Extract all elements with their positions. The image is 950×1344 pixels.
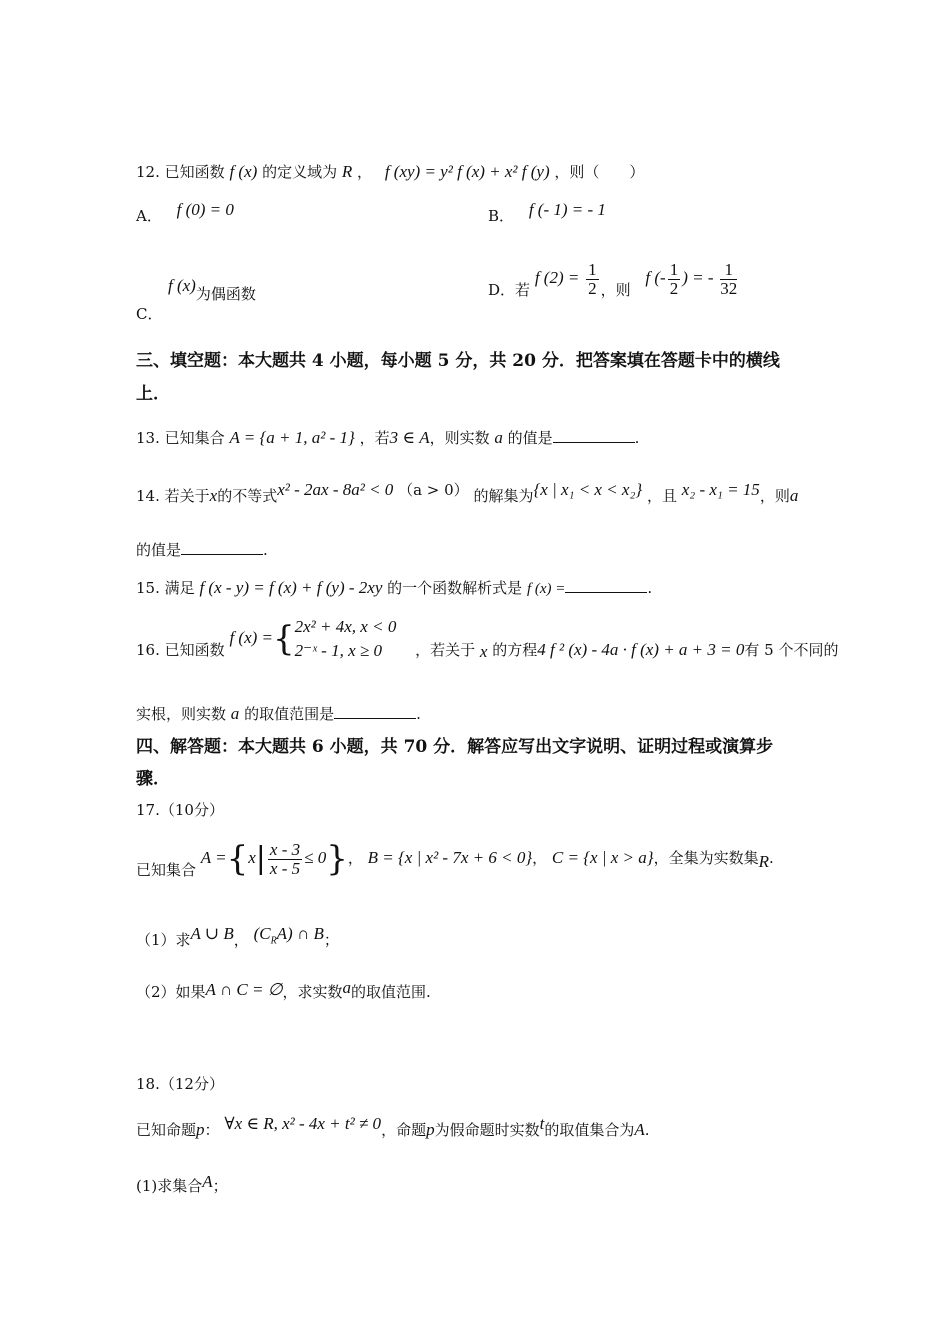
q17-setB: B = {x | x² - 7x + 6 < 0} <box>367 848 533 867</box>
q12-option-d-frac3-den: 32 <box>720 278 738 298</box>
q12-equation: f (xy) = y² f (x) + x² f (y) <box>384 162 550 181</box>
q18-part1-label: (1)求集合 <box>136 1177 203 1195</box>
q17-part1-union: A ∪ B <box>190 924 234 943</box>
q14-line2 <box>136 538 268 560</box>
q17-part2-text: ，求实数 <box>282 983 343 1001</box>
q17-part1-complement: $(C_RA)$ ∩ B <box>253 924 324 947</box>
q14-line2-text: 的值是 <box>136 541 182 559</box>
section3-heading-line2: 上． <box>136 384 170 404</box>
q14-x: x <box>209 486 218 505</box>
q17-part1-sub: R <box>270 935 277 947</box>
q12-option-a-math: f (0) = 0 <box>176 200 234 219</box>
q13-stem-b: ，若 <box>359 429 390 447</box>
q18-stem-a: 已知命题 <box>136 1121 197 1139</box>
q18-part1-A: A <box>202 1172 213 1191</box>
q13-answer-blank[interactable] <box>553 426 635 443</box>
q12-fx: f (x) <box>229 162 258 181</box>
q18-p: p <box>196 1120 205 1139</box>
q17-R: R <box>758 852 769 871</box>
q14-stem-a: 若关于 <box>164 487 210 505</box>
q16-end: . <box>416 705 421 723</box>
q14-condition: x₂ - x₁ = 15 <box>681 480 760 499</box>
q16-stem-a: 已知函数 <box>164 641 225 659</box>
q17-setA-lbrace: { <box>226 839 249 879</box>
q16-stem-d: 有 5 个不同的 <box>744 641 839 659</box>
q14-stem <box>136 480 799 506</box>
q15-end: . <box>647 579 653 597</box>
q18-stem <box>136 1114 650 1139</box>
q17-comma1: ， <box>347 849 363 867</box>
q17-setA-pre: A = <box>200 848 227 867</box>
q12-option-c-label: C． <box>136 305 163 323</box>
q16-number: 16. <box>136 641 160 659</box>
q14-stem-d: ，且 <box>646 487 677 505</box>
q17-part1-comma: ， <box>233 931 249 949</box>
q17-stem-a: 已知集合 <box>136 861 197 879</box>
q18-stem-c: 为假命题时实数 <box>434 1121 540 1139</box>
q17-setA-num: x - 3 <box>269 839 301 859</box>
q18-end: . <box>644 1121 650 1139</box>
q18-A: A <box>634 1120 645 1139</box>
q12-comma: ， <box>357 163 373 181</box>
q12-option-d-frac2 <box>668 261 681 298</box>
q15-equation: f (x - y) = f (x) + f (y) - 2xy <box>199 578 383 597</box>
q16-answer-blank[interactable] <box>334 702 416 719</box>
q13-set: A = {a + 1, a² - 1} <box>229 428 355 447</box>
q12-option-d-frac2-num: 1 <box>669 259 679 279</box>
q17-header: 17.（10分） <box>136 801 224 819</box>
q14-stem-b: 的不等式 <box>217 487 278 505</box>
q12-option-d-frac3 <box>720 261 737 298</box>
q12-option-b <box>488 200 606 226</box>
q14-stem-c: 的解集为 <box>473 487 534 505</box>
q12-number: 12. <box>136 163 160 181</box>
q16-x: x <box>479 642 488 661</box>
q18-colon: ： <box>204 1121 220 1139</box>
q12-option-c-content <box>168 276 256 303</box>
q16-case2: 2⁻ˣ - 1, x ≥ 0 <box>294 641 382 660</box>
q12-option-d-frac1-den: 2 <box>588 278 597 298</box>
q17-comma2: ， <box>532 849 548 867</box>
q12-R: R <box>341 162 353 181</box>
q17-setA-rbrace: } <box>326 839 348 879</box>
q12-option-d-frac2-den: 2 <box>669 278 679 298</box>
q12-option-d-math1: f (2) = <box>534 268 580 287</box>
q16-stem-c: 的方程 <box>492 641 538 659</box>
q17-part1-label: （1）求 <box>136 931 191 949</box>
q17-setA-le: ≤ 0 <box>304 848 327 867</box>
q12-option-c-text: 为偶函数 <box>195 285 256 303</box>
q15-stem-b: 的一个函数解析式是 <box>387 579 523 597</box>
q15-answer-blank[interactable] <box>565 576 647 593</box>
q17-setA-frac <box>268 841 302 878</box>
q18-t: t <box>539 1114 545 1133</box>
q12-stem-b: 的定义域为 <box>262 163 338 181</box>
q17-setC: C = {x | x > a} <box>551 848 654 867</box>
q12-stem-c: ，则（ ） <box>554 163 645 181</box>
q17-setA-den: x - 5 <box>269 858 301 878</box>
q16-a: a <box>230 704 240 723</box>
q13-stem <box>136 426 639 448</box>
q12-option-d-label: D．若 <box>488 281 531 299</box>
q14-inequality: x² - 2ax - 8a² < 0 <box>277 480 394 499</box>
q12-option-d-frac3-num: 1 <box>720 261 737 280</box>
q12-stem <box>136 162 644 182</box>
q16-stem-b: ，若关于 <box>415 641 476 659</box>
q14-number: 14. <box>136 487 160 505</box>
q17-part2-label: （2）如果 <box>136 983 206 1001</box>
q12-stem-a: 已知函数 <box>164 163 225 181</box>
q13-stem-c: ，则实数 <box>429 429 490 447</box>
section4-heading-line2: 骤． <box>136 769 170 789</box>
q13-number: 13. <box>136 429 160 447</box>
q16-case1: 2x² + 4x, x < 0 <box>294 617 397 636</box>
q12-option-c-math: f (x) <box>168 276 196 295</box>
q16-line2b-text: 的取值范围是 <box>244 705 335 723</box>
q14-a: a <box>789 486 799 505</box>
q18-part1-end: ； <box>212 1177 228 1195</box>
q17-stem-b: ，全集为实数集 <box>653 849 759 867</box>
q17-end: . <box>768 849 774 867</box>
section3-heading-line1: 三、填空题：本大题共 4 小题，每小题 5 分，共 20 分．把答案填在答题卡中的横线 <box>136 351 780 371</box>
q18-part1 <box>136 1172 228 1195</box>
q12-option-b-label: B． <box>488 207 515 225</box>
q16-fx: f (x) = <box>229 628 273 647</box>
q18-p2: p <box>426 1120 435 1139</box>
q17-part1 <box>136 924 339 951</box>
q18-header: 18.（12分） <box>136 1075 224 1093</box>
q12-option-d <box>488 256 739 300</box>
q12-option-d-frac1-num: 1 <box>588 259 597 279</box>
section4-heading-line1: 四、解答题：本大题共 6 小题，共 70 分．解答应写出文字说明、证明过程或演算步 <box>136 737 774 757</box>
q17-part1-end: ； <box>323 931 339 949</box>
q12-option-d-then: ，则 <box>600 281 631 299</box>
q16-equation: 4 f ² (x) - 4a · f (x) + a + 3 = 0 <box>537 640 745 659</box>
q18-proposition: ∀x ∈ R, x² - 4x + t² ≠ 0 <box>224 1114 382 1133</box>
q13-cond: 3 ∈ A <box>389 428 430 447</box>
q17-part2-a: a <box>342 978 352 997</box>
q16-cases <box>295 615 397 663</box>
q14-stem-e: ，则 <box>759 487 790 505</box>
q17-setA-bar: | <box>255 841 266 876</box>
q14-end: . <box>263 541 268 559</box>
q16-brace: { <box>273 619 295 659</box>
q18-stem-d: 的取值集合为 <box>544 1121 635 1139</box>
q12-option-a-label: A． <box>136 207 162 225</box>
q14-paren: （a > 0） <box>398 481 469 499</box>
q13-stem-a: 已知集合 <box>164 429 225 447</box>
q12-option-a <box>136 200 234 226</box>
q17-part2-end: 的取值范围. <box>351 983 431 1001</box>
q18-stem-b: ，命题 <box>381 1121 427 1139</box>
q15-number: 15. <box>136 579 160 597</box>
q17-stem <box>136 832 774 885</box>
q16-line2-text: 实根，则实数 <box>136 705 227 723</box>
q12-option-d-math2: f (- <box>645 268 666 287</box>
q16-line2 <box>136 702 421 724</box>
q13-end: . <box>634 429 640 447</box>
q12-option-d-math3: ) = - <box>682 268 714 287</box>
q14-set: {x | x₁ < x < x₂} <box>533 480 643 499</box>
q12-option-b-math: f (- 1) = - 1 <box>528 200 606 219</box>
q13-a: a <box>494 428 503 447</box>
q16-stem <box>136 612 838 665</box>
q17-part2 <box>136 978 431 1002</box>
q12-option-d-frac1 <box>586 261 599 298</box>
q15-stem-a: 满足 <box>164 579 195 597</box>
q15-stem <box>136 576 652 599</box>
q17-part2-math: A ∩ C = ∅ <box>205 980 283 999</box>
q14-answer-blank[interactable] <box>181 538 263 555</box>
q17-setA-x: x <box>248 848 256 867</box>
q15-fx: f (x) = <box>526 581 566 597</box>
q13-stem-d: 的值是 <box>507 429 553 447</box>
